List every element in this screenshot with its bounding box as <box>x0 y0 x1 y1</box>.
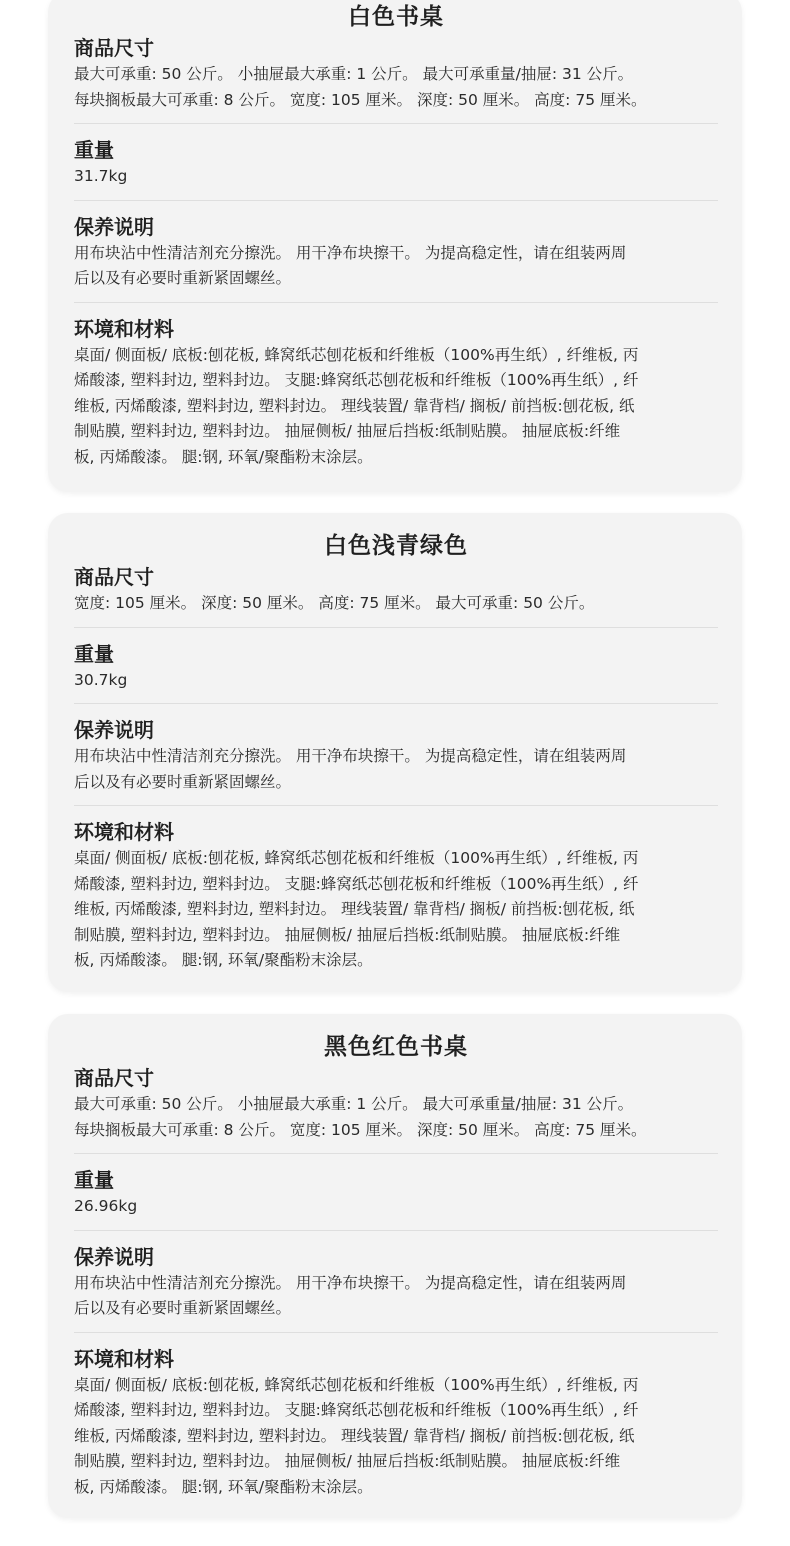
section-heading: 保养说明 <box>74 1244 154 1269</box>
section-dimensions <box>74 563 718 627</box>
section-materials <box>74 805 718 984</box>
product-card-white-teal <box>48 513 742 992</box>
card-title: 白色浅青绿色 <box>324 533 468 559</box>
product-card-black-red-desk <box>48 1014 742 1518</box>
section-heading: 商品尺寸 <box>74 1066 154 1090</box>
section-weight <box>74 123 718 200</box>
section-materials <box>74 302 718 481</box>
section-heading: 商品尺寸 <box>74 565 154 589</box>
section-heading: 重量 <box>74 1168 114 1192</box>
section-care <box>74 703 718 805</box>
section-heading: 商品尺寸 <box>74 36 154 60</box>
section-body: 31.7kg <box>74 167 128 185</box>
section-heading: 保养说明 <box>74 718 154 742</box>
card-title: 白色书桌 <box>348 4 444 30</box>
section-weight <box>74 1153 718 1230</box>
section-body: 用布块沾中性清洁剂充分擦洗。 用干净布块擦干。 为提高稳定性，请在组装两周 后以及有必要时重新紧固螺丝。 <box>74 747 627 791</box>
section-heading: 保养说明 <box>74 214 154 239</box>
section-body: 30.7kg <box>74 670 128 689</box>
section-dimensions <box>74 34 718 123</box>
section-heading: 重量 <box>74 138 114 162</box>
section-heading: 重量 <box>74 641 114 666</box>
section-materials <box>74 1332 718 1511</box>
section-dimensions <box>74 1064 718 1153</box>
section-heading: 环境和材料 <box>74 1346 174 1371</box>
section-body: 最大可承重: 50 公斤。 小抽屉最大承重: 1 公斤。 最大可承重量/抽屉: 31 公斤。 每块搁板最大可承重: 8 公斤。 宽度: 105 厘米。 深度: 50 厘米。 高度: 75 厘米。 <box>74 65 647 109</box>
section-body: 用布块沾中性清洁剂充分擦洗。 用干净布块擦干。 为提高稳定性，请在组装两周 后以及有必要时重新紧固螺丝。 <box>74 243 627 287</box>
section-body: 26.96kg <box>74 1197 138 1215</box>
section-body: 宽度: 105 厘米。 深度: 50 厘米。 高度: 75 厘米。 最大可承重: 50 公斤。 <box>74 594 595 612</box>
section-weight <box>74 627 718 704</box>
section-care <box>74 200 718 302</box>
section-body: 桌面/ 侧面板/ 底板:刨花板, 蜂窝纸芯刨花板和纤维板（100%再生纸）, 纤维板, 丙 烯酸漆, 塑料封边, 塑料封边。 支腿:蜂窝纸芯刨花板和纤维板（100%再生纸）, 纤 维板, 丙烯酸漆, 塑料封边, 塑料封边。 理线装置/ 靠背档/ 搁板/ 前挡板:刨花板, 纸 制贴膜, 塑料封边, 塑料封边。 抽屉侧板/ 抽屉后挡板:纸制贴膜。 抽屉底板:纤维 板, 丙烯酸漆。 腿:钢, 环氧/聚酯粉末涂层。 <box>74 849 639 969</box>
section-care <box>74 1230 718 1332</box>
product-card-white-desk <box>48 0 742 492</box>
section-body: 桌面/ 侧面板/ 底板:刨花板, 蜂窝纸芯刨花板和纤维板（100%再生纸）, 纤维板, 丙 烯酸漆, 塑料封边, 塑料封边。 支腿:蜂窝纸芯刨花板和纤维板（100%再生纸）, 纤 维板, 丙烯酸漆, 塑料封边, 塑料封边。 理线装置/ 靠背档/ 搁板/ 前挡板:刨花板, 纸 制贴膜, 塑料封边, 塑料封边。 抽屉侧板/ 抽屉后挡板:纸制贴膜。 抽屉底板:纤维 板, 丙烯酸漆。 腿:钢, 环氧/聚酯粉末涂层。 <box>74 345 639 466</box>
card-title: 黑色红色书桌 <box>324 1034 468 1060</box>
section-body: 用布块沾中性清洁剂充分擦洗。 用干净布块擦干。 为提高稳定性，请在组装两周 后以及有必要时重新紧固螺丝。 <box>74 1273 627 1317</box>
section-heading: 环境和材料 <box>74 820 174 844</box>
section-body: 最大可承重: 50 公斤。 小抽屉最大承重: 1 公斤。 最大可承重量/抽屉: 31 公斤。 每块搁板最大可承重: 8 公斤。 宽度: 105 厘米。 深度: 50 厘米。 高度: 75 厘米。 <box>74 1095 647 1139</box>
section-body: 桌面/ 侧面板/ 底板:刨花板, 蜂窝纸芯刨花板和纤维板（100%再生纸）, 纤维板, 丙 烯酸漆, 塑料封边, 塑料封边。 支腿:蜂窝纸芯刨花板和纤维板（100%再生纸）, 纤 维板, 丙烯酸漆, 塑料封边, 塑料封边。 理线装置/ 靠背档/ 搁板/ 前挡板:刨花板, 纸 制贴膜, 塑料封边, 塑料封边。 抽屉侧板/ 抽屉后挡板:纸制贴膜。 抽屉底板:纤维 板, 丙烯酸漆。 腿:钢, 环氧/聚酯粉末涂层。 <box>74 1375 639 1496</box>
section-heading: 环境和材料 <box>74 316 174 341</box>
